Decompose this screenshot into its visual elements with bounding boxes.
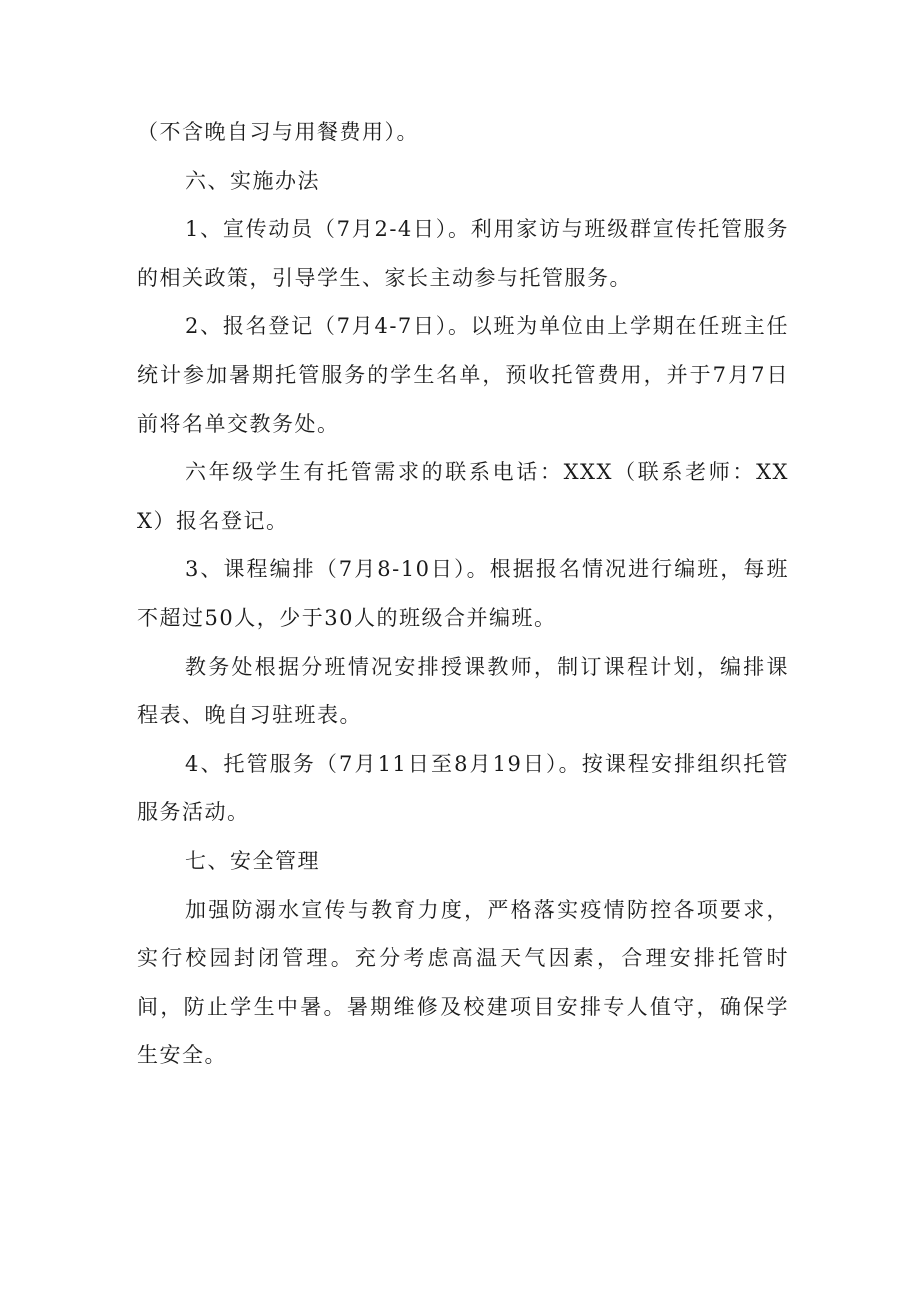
safety-measures-paragraph: 加强防溺水宣传与教育力度，严格落实疫情防控各项要求，实行校园封闭管理。充分考虑高温天气因素，合理安排托管时间，防止学生中暑。暑期维修及校建项目安排专人值守，确保学生安全。 xyxy=(137,897,789,1068)
step-service-paragraph: 4、托管服务（7月11日至8月19日）。按课程安排组织托管服务活动。 xyxy=(137,751,789,825)
document-body xyxy=(137,108,789,1080)
step-publicity-paragraph: 1、宣传动员（7月2-4日）。利用家访与班级群宣传托管服务的相关政策，引导学生、家长主动参与托管服务。 xyxy=(137,217,789,290)
teacher-arrangement-paragraph: 教务处根据分班情况安排授课教师，制订课程计划，编排课程表、晚自习驻班表。 xyxy=(137,654,789,728)
section-heading-implementation: 六、实施办法 xyxy=(185,168,320,193)
grade-six-contact-paragraph: 六年级学生有托管需求的联系电话：XXX（联系老师：XXX）报名登记。 xyxy=(137,460,789,533)
step-registration-paragraph: 2、报名登记（7月4-7日）。以班为单位由上学期在任班主任统计参加暑期托管服务的学生名单，预收托管费用，并于7月7日前将名单交教务处。 xyxy=(137,314,789,436)
step-scheduling-paragraph: 3、课程编排（7月8-10日）。根据报名情况进行编班，每班不超过50人，少于30人的班级合并编班。 xyxy=(137,557,789,630)
fee-note-paragraph: （不含晚自习与用餐费用）。 xyxy=(137,120,419,144)
section-heading-safety: 七、安全管理 xyxy=(185,848,320,873)
